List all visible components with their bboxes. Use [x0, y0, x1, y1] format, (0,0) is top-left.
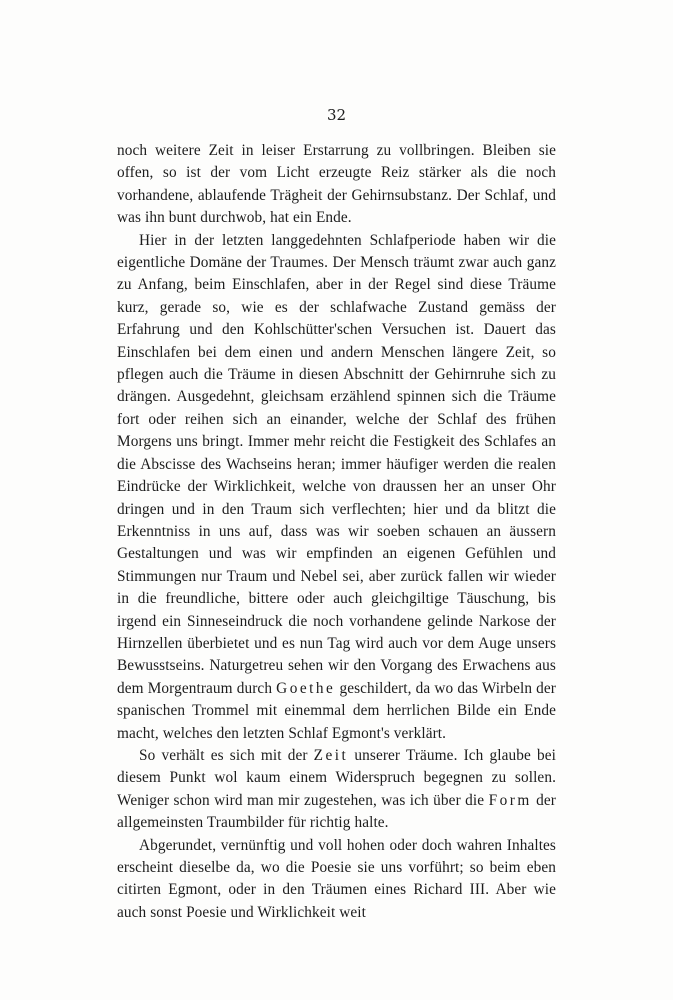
- paragraph-text: Abgerundet, vernünftig und voll hohen oder doch wahren Inhaltes erscheint dieselbe da, wo die Poesie sie uns vorführt; so beim eben citirten Egmont, oder in den Träumen eines Richard III. Aber wie auch sonst Poesie und Wirklichkeit weit: [117, 836, 556, 921]
- paragraph-text: unserer Träume. Ich glaube bei diesem Punkt wol kaum einem Widerspruch begegnen zu sollen. Weniger schon wird man mir zugestehen, was ich über die: [117, 746, 556, 809]
- paragraph-text: geschildert, da wo das Wirbeln der spanischen Trommel mit einemmal dem herrlichen Bilde ein Ende macht, welches den letzten Schlaf Egmont's verklärt.: [117, 679, 557, 742]
- emphasized-word-form: Form: [488, 791, 532, 809]
- paragraph-1: [117, 140, 556, 230]
- emphasized-word-zeit: Zeit: [313, 746, 349, 764]
- page-number: 32: [326, 106, 347, 124]
- emphasized-name-goethe: Goethe: [276, 679, 336, 697]
- paragraph-4: [117, 835, 556, 925]
- paragraph-text: So verhält es sich mit der: [139, 746, 314, 764]
- paragraph-text: Hier in der letzten langgedehnten Schlafperiode haben wir die eigentliche Domäne der Traumes. Der Mensch träumt zwar auch ganz zu Anfang, beim Einschlafen, aber in der Regel sind diese Träume kurz, gerade so, wie es der schlafwache Zustand gemäss der Erfahrung und den Kohlschütter'schen Versuchen ist. Dauert das Einschlafen bei dem einen und andern Menschen längere Zeit, so pflegen auch die Träume in diesen Abschnitt der Gehirnruhe sich zu drängen. Ausgedehnt, gleichsam erzählend spinnen sich die Träume fort oder reihen sich an einander, welche der Schlaf des frühen Morgens uns bringt. Immer mehr reicht die Festigkeit des Schlafes an die Abscisse des Wachseins heran; immer häufiger werden die realen Eindrücke der Wirklichkeit, welche von draussen her an unser Ohr dringen und in den Traum sich verflechten; hier und da blitzt die Erkenntniss in uns auf, dass was wir soeben schauen an äussern Gestaltungen und was wir empfinden an eigenen Gefühlen und Stimmungen nur Traum und Nebel sei, aber zurück fallen wir wieder in die freundliche, bittere oder auch gleichgiltige Täuschung, bis irgend ein Sinneseindruck die noch vorhandene gelinde Narkose der Hirnzellen überbietet und es nun Tag wird auch vor dem Auge unsers Bewusstseins. Naturgetreu sehen wir den Vorgang des Erwachens aus dem Morgentraum durch: [117, 231, 556, 697]
- paragraph-text: noch weitere Zeit in leiser Erstarrung zu vollbringen. Bleiben sie offen, so ist der vom Licht erzeugte Reiz stärker als die noch vorhandene, ablaufende Trägheit der Gehirnsubstanz. Der Schlaf, und was ihn bunt durchwob, hat ein Ende.: [117, 142, 556, 227]
- body-text: [117, 140, 556, 924]
- paragraph-3: [117, 745, 556, 835]
- paragraph-2: [117, 230, 556, 745]
- paragraph-text: der allgemeinsten Traumbilder für richtig halte.: [117, 791, 556, 832]
